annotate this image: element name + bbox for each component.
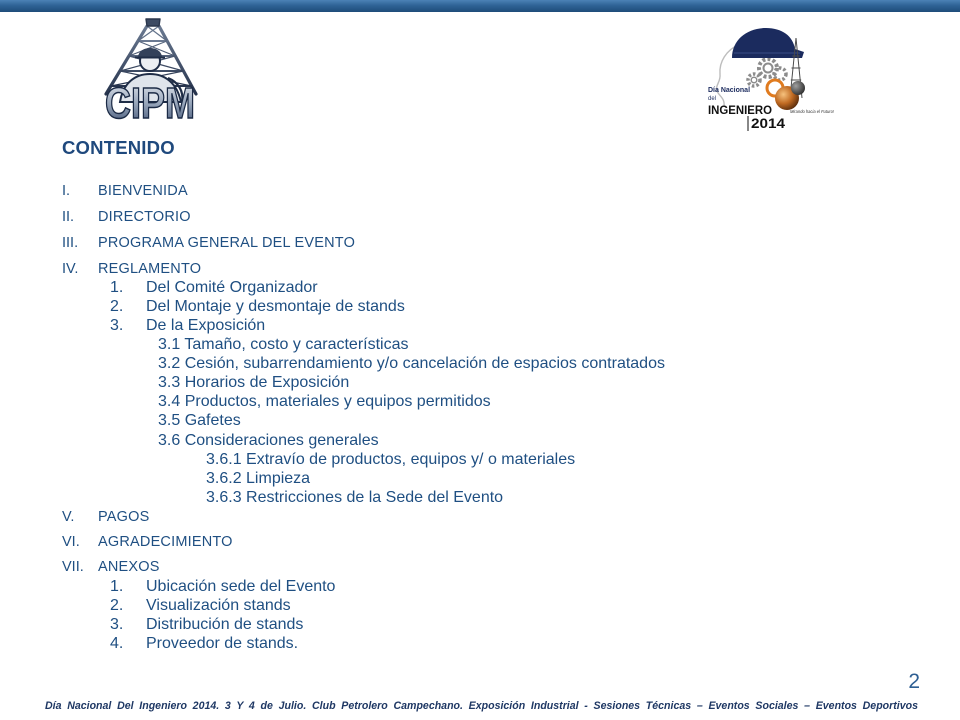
toc-subitem-distribucion — [110, 615, 303, 634]
toc-number: 2. — [110, 597, 124, 614]
toc-label: 3.1 Tamaño, costo y características — [158, 336, 409, 353]
cipm-logo — [100, 16, 200, 128]
toc-number: 1. — [110, 578, 124, 595]
toc-label: Del Comité Organizador — [146, 279, 318, 296]
toc-section-programa — [62, 234, 355, 252]
toc-section-bienvenida — [62, 182, 188, 200]
toc-label: DIRECTORIO — [98, 209, 191, 225]
footer-text: Día Nacional Del Ingeniero 2014. 3 Y 4 de Julio. Club Petrolero Campechano. Exposición Industrial - Sesiones Técnicas – Eventos Sociales – Eventos Deportivos — [45, 700, 918, 712]
toc-label: 3.6 Consideraciones generales — [158, 432, 379, 449]
toc-item-3-6-3 — [206, 488, 503, 507]
top-bar — [0, 0, 960, 12]
toc-number: 4. — [110, 635, 124, 652]
toc-label: Proveedor de stands. — [146, 635, 299, 652]
toc-label: 3.5 Gafetes — [158, 412, 241, 429]
toc-subitem-exposicion — [110, 316, 265, 335]
toc-subitem-ubicacion — [110, 577, 335, 596]
toc-subsubitem-3-6 — [158, 431, 379, 450]
toc-label: AGRADECIMIENTO — [98, 534, 233, 550]
page-title: CONTENIDO — [62, 137, 175, 158]
page-number: 2 — [908, 670, 920, 693]
toc-number: VI. — [62, 534, 80, 550]
logo-line-dia-nacional: Día Nacional — [708, 87, 751, 94]
logo-tagline: Mirando hacia el Futuro! — [790, 109, 835, 114]
toc-subsubitem-3-1 — [158, 335, 408, 354]
toc-subitem-comite — [110, 278, 318, 297]
logo-line-del: del — [708, 96, 717, 102]
toc-number: VII. — [62, 559, 84, 575]
cipm-logo-text: CIPM — [105, 79, 195, 128]
toc-label: Ubicación sede del Evento — [146, 578, 336, 595]
toc-subitem-montaje — [110, 297, 405, 316]
toc-label: 3.6.2 Limpieza — [206, 470, 311, 487]
toc-number: II. — [62, 209, 75, 225]
toc-subitem-visualizacion — [110, 596, 291, 615]
toc-label: 3.2 Cesión, subarrendamiento y/o cancelación de espacios contratados — [158, 355, 665, 372]
dia-nacional-ingeniero-logo — [700, 22, 840, 134]
toc-section-reglamento — [62, 260, 201, 278]
toc-number: I. — [62, 183, 71, 199]
toc-label: 3.6.1 Extravío de productos, equipos y/ o materiales — [206, 451, 576, 468]
toc-number: 3. — [110, 616, 124, 633]
toc-subsubitem-3-3 — [158, 373, 349, 392]
toc-section-directorio — [62, 208, 191, 226]
dark-sphere-icon — [791, 81, 805, 95]
logo-line-ingeniero: INGENIERO — [708, 103, 772, 117]
toc-label: REGLAMENTO — [98, 261, 202, 277]
toc-label: 3.6.3 Restricciones de la Sede del Evento — [206, 489, 504, 506]
toc-number: IV. — [62, 261, 79, 277]
toc-subsubitem-3-5 — [158, 411, 241, 430]
toc-number: 3. — [110, 317, 124, 334]
toc-label: PROGRAMA GENERAL DEL EVENTO — [98, 235, 356, 251]
toc-label: De la Exposición — [146, 317, 266, 334]
toc-label: Distribución de stands — [146, 616, 304, 633]
toc-label: Del Montaje y desmontaje de stands — [146, 298, 405, 315]
toc-subitem-proveedor — [110, 634, 298, 653]
toc-label: 3.4 Productos, materiales y equipos permitidos — [158, 393, 491, 410]
toc-subsubitem-3-2 — [158, 354, 665, 373]
toc-number: 1. — [110, 279, 124, 296]
toc-number: 2. — [110, 298, 124, 315]
toc-number: III. — [62, 235, 79, 251]
toc-section-pagos — [62, 508, 150, 526]
toc-subsubitem-3-4 — [158, 392, 491, 411]
toc-item-3-6-1 — [206, 450, 575, 469]
logo-year: 2014 — [751, 115, 786, 131]
toc-label: BIENVENIDA — [98, 183, 188, 199]
toc-label: 3.3 Horarios de Exposición — [158, 374, 350, 391]
toc-label: Visualización stands — [146, 597, 291, 614]
toc-label: PAGOS — [98, 509, 150, 525]
toc-section-anexos — [62, 558, 160, 576]
toc-label: ANEXOS — [98, 559, 160, 575]
toc-section-agradecimiento — [62, 533, 233, 551]
toc-number: V. — [62, 509, 75, 525]
toc-item-3-6-2 — [206, 469, 310, 488]
